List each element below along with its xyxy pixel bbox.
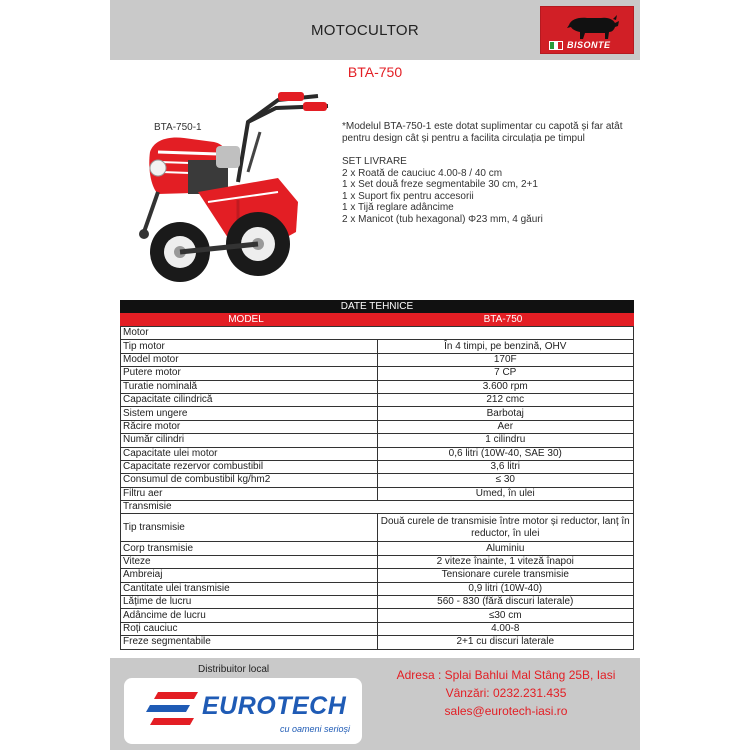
table-row xyxy=(121,407,634,420)
description-block xyxy=(342,121,642,225)
spec-value: Două curele de transmisie între motor și reductor, lanț în reductor, în ulei xyxy=(377,514,634,542)
spec-value: 2 viteze înainte, 1 viteză înapoi xyxy=(377,555,634,568)
spec-key: Sistem ungere xyxy=(121,407,378,420)
table-row xyxy=(121,582,634,595)
delivery-item: 1 x Set două freze segmentabile 30 cm, 2+1 xyxy=(342,179,538,190)
spec-value: 3.600 rpm xyxy=(377,380,634,393)
spec-value: Umed, în ulei xyxy=(377,487,634,500)
table-row xyxy=(121,447,634,460)
spec-value: Barbotaj xyxy=(377,407,634,420)
variant-label: BTA-750-1 xyxy=(154,122,202,133)
table-row xyxy=(121,434,634,447)
spec-key: Adâncime de lucru xyxy=(121,609,378,622)
table-row xyxy=(121,514,634,542)
bull-icon xyxy=(563,11,621,41)
spec-value: 1 cilindru xyxy=(377,434,634,447)
delivery-item: 1 x Tijă reglare adâncime xyxy=(342,202,454,213)
spec-banner: DATE TEHNICE xyxy=(120,300,634,313)
page-title: MOTOCULTOR xyxy=(310,22,419,39)
table-row xyxy=(121,542,634,555)
product-sheet xyxy=(110,0,640,750)
spec-key: Roți cauciuc xyxy=(121,622,378,635)
spec-section-row xyxy=(121,501,634,514)
spec-value: 0,9 litri (10W-40) xyxy=(377,582,634,595)
table-row xyxy=(121,474,634,487)
spec-key: Viteze xyxy=(121,555,378,568)
spec-col-model: MODEL xyxy=(228,314,264,325)
address-text: Adresa : Splai Bahlui Mal Stâng 25B, Iasi xyxy=(396,668,616,682)
delivery-item: 2 x Roată de cauciuc 4.00-8 / 40 cm xyxy=(342,167,503,179)
spec-section-row xyxy=(121,327,634,340)
table-row xyxy=(121,609,634,622)
spec-value: Aer xyxy=(377,420,634,433)
table-row xyxy=(121,555,634,568)
spec-key: Capacitate ulei motor xyxy=(121,447,378,460)
spec-key: Ambreiaj xyxy=(121,569,378,582)
spec-value: 4.00-8 xyxy=(377,622,634,635)
spec-value: ≤ 30 xyxy=(377,474,634,487)
table-row xyxy=(121,596,634,609)
spec-key: Corp transmisie xyxy=(121,542,378,555)
spec-value: 0,6 litri (10W-40, SAE 30) xyxy=(377,447,634,460)
spec-key: Consumul de combustibil kg/hm2 xyxy=(121,474,378,487)
spec-key: Răcire motor xyxy=(121,420,378,433)
distributor-name: EUROTECH xyxy=(202,692,347,720)
spec-key: Freze segmentabile xyxy=(121,636,378,649)
spec-key: Număr cilindri xyxy=(121,434,378,447)
table-row xyxy=(121,340,634,353)
table-row xyxy=(121,367,634,380)
spec-value: În 4 timpi, pe benzină, OHV xyxy=(377,340,634,353)
spec-key: Model motor xyxy=(121,353,378,366)
spec-key: Cantitate ulei transmisie xyxy=(121,582,378,595)
spec-key: Tip motor xyxy=(121,340,378,353)
delivery-set-title: SET LIVRARE xyxy=(342,156,407,167)
table-row xyxy=(121,353,634,366)
spec-value: 212 cmc xyxy=(377,393,634,406)
spec-key: Tip transmisie xyxy=(121,514,378,542)
table-row xyxy=(121,622,634,635)
spec-rows xyxy=(120,326,634,650)
spec-value: 3,6 litri xyxy=(377,460,634,473)
eurotech-logo xyxy=(124,678,362,744)
header-bar xyxy=(110,0,640,60)
spec-key: Capacitate cilindrică xyxy=(121,393,378,406)
spec-section-transmission: Transmisie xyxy=(121,501,634,514)
spec-value: 170F xyxy=(377,353,634,366)
spec-header-row xyxy=(120,313,634,326)
spec-table xyxy=(120,300,634,650)
table-row xyxy=(121,380,634,393)
spec-value: Tensionare curele transmisie xyxy=(377,569,634,582)
spec-key: Lățime de lucru xyxy=(121,596,378,609)
delivery-item: 1 x Suport fix pentru accesorii xyxy=(342,190,474,202)
distributor-tagline: cu oameni serioși xyxy=(280,724,351,734)
spec-value: 2+1 cu discuri laterale xyxy=(377,636,634,649)
spec-value: 7 CP xyxy=(377,367,634,380)
spec-section-motor: Motor xyxy=(121,327,634,340)
bisonte-logo xyxy=(540,6,634,54)
delivery-item: 2 x Manicot (tub hexagonal) Φ23 mm, 4 găuri xyxy=(342,213,543,225)
spec-key: Capacitate rezervor combustibil xyxy=(121,460,378,473)
spec-value: Aluminiu xyxy=(377,542,634,555)
email-link[interactable]: sales@eurotech-iasi.ro xyxy=(444,704,568,718)
table-row xyxy=(121,569,634,582)
model-title: BTA-750 xyxy=(347,64,403,80)
description-note: *Modelul BTA-750-1 este dotat suplimentar cu capotă și far atât pentru design cât și pentru a facilita circulația pe timpul xyxy=(342,121,623,144)
contact-block xyxy=(372,666,640,720)
spec-col-value: BTA-750 xyxy=(483,314,523,325)
spec-key: Turatie nominală xyxy=(121,380,378,393)
motocultor-image xyxy=(128,82,338,294)
sales-phone[interactable]: Vânzări: 0232.231.435 xyxy=(445,686,567,700)
table-row xyxy=(121,487,634,500)
logo-text: BISONTE xyxy=(567,40,611,50)
table-row xyxy=(121,420,634,433)
table-row xyxy=(121,636,634,649)
distributor-label: Distribuitor local xyxy=(198,664,270,675)
eurotech-e-icon xyxy=(144,692,200,726)
spec-key: Filtru aer xyxy=(121,487,378,500)
spec-value: 560 - 830 (fără discuri laterale) xyxy=(377,596,634,609)
spec-value: ≤30 cm xyxy=(377,609,634,622)
flag-icon xyxy=(549,41,563,50)
table-row xyxy=(121,460,634,473)
spec-key: Putere motor xyxy=(121,367,378,380)
table-row xyxy=(121,393,634,406)
